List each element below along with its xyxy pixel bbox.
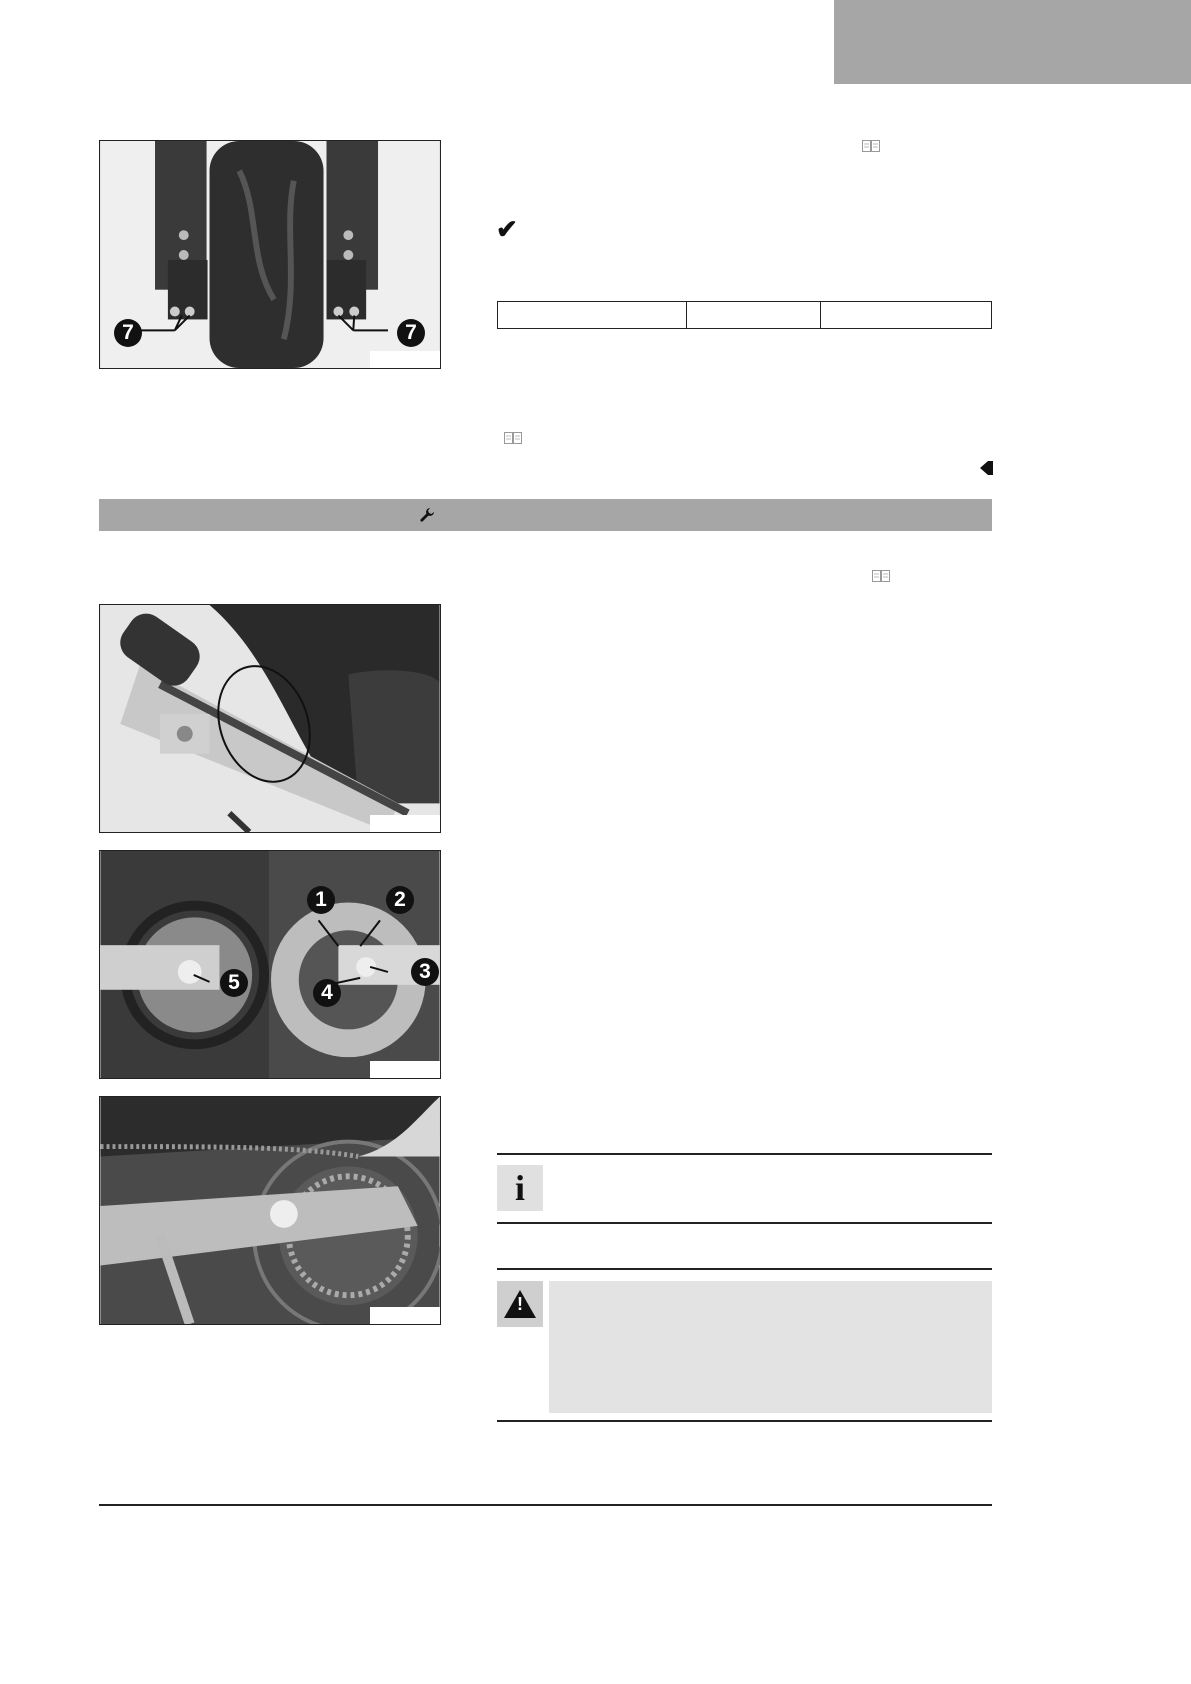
callout-5: 5 bbox=[220, 969, 248, 997]
fork-bottom-figure bbox=[99, 140, 441, 369]
section-heading-bar bbox=[99, 499, 992, 531]
table-cell bbox=[498, 302, 687, 329]
book-reference-icon[interactable] bbox=[504, 432, 522, 444]
table-cell bbox=[687, 302, 821, 329]
figure-tag bbox=[370, 351, 441, 369]
note-top-rule bbox=[497, 1153, 992, 1155]
figure-tag bbox=[370, 1061, 441, 1079]
book-reference-icon[interactable] bbox=[862, 140, 880, 152]
table-cell bbox=[821, 302, 992, 329]
spec-table bbox=[497, 301, 992, 329]
warning-panel bbox=[549, 1281, 992, 1413]
info-icon bbox=[497, 1165, 543, 1211]
note-bottom-rule bbox=[497, 1222, 992, 1224]
figure-tag bbox=[370, 1307, 441, 1325]
info-glyph: i bbox=[514, 1168, 525, 1208]
rear-axle-figure bbox=[99, 850, 441, 1079]
callout-4: 4 bbox=[313, 979, 341, 1007]
end-of-section-icon bbox=[980, 461, 993, 475]
warning-icon bbox=[497, 1281, 543, 1327]
warning-top-rule bbox=[497, 1268, 992, 1270]
warning-bottom-rule bbox=[497, 1420, 992, 1422]
chain-guard-figure bbox=[99, 604, 441, 833]
callout-1: 1 bbox=[307, 886, 335, 914]
table-row bbox=[498, 302, 992, 329]
rear-wheel-chain-figure bbox=[99, 1096, 441, 1325]
header-tab bbox=[834, 0, 1191, 84]
callout-2: 2 bbox=[386, 886, 414, 914]
callout-7-left: 7 bbox=[114, 319, 142, 347]
rear-axle-image bbox=[100, 851, 440, 1078]
warning-glyph: ! bbox=[517, 1294, 523, 1314]
checkmark-icon: ✔ bbox=[496, 214, 518, 244]
chain-guard-image bbox=[100, 605, 440, 832]
callout-3: 3 bbox=[411, 958, 439, 986]
callout-7-right: 7 bbox=[397, 319, 425, 347]
book-reference-icon[interactable] bbox=[872, 570, 890, 582]
fork-bottom-image bbox=[100, 141, 440, 368]
footer-rule bbox=[99, 1504, 992, 1506]
wrench-icon bbox=[419, 507, 435, 523]
rear-wheel-chain-image bbox=[100, 1097, 440, 1324]
figure-tag bbox=[370, 815, 441, 833]
